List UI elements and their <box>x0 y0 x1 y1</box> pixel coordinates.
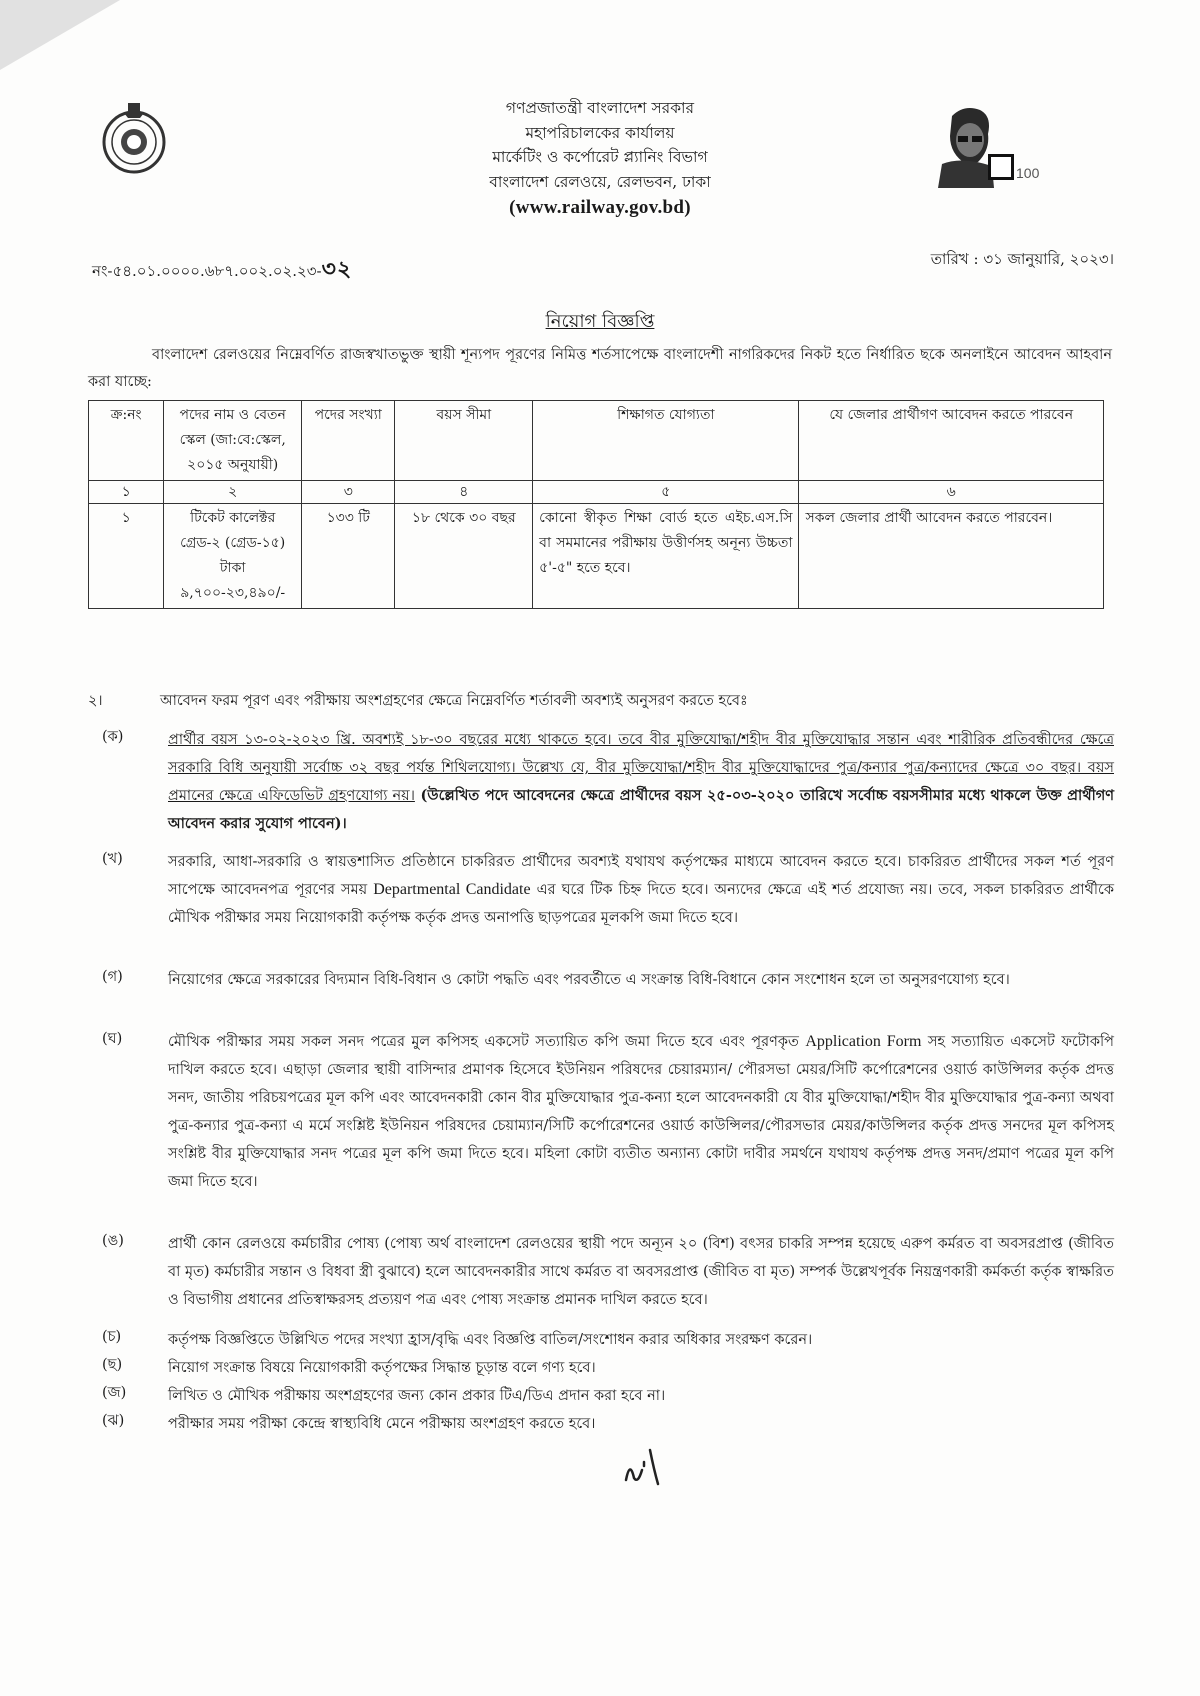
clause-tag: (ক) <box>102 729 124 745</box>
cell-post-name: টিকেট কালেক্টর গ্রেড-২ (গ্রেড-১৫) টাকা ৯,৭০০-২৩,৪৯০/- <box>164 504 302 609</box>
clause-tag: (ঙ) <box>102 1233 124 1249</box>
cell-districts: সকল জেলার প্রার্থী আবেদন করতে পারবেন। <box>799 504 1104 609</box>
clause-text: প্রার্থী কোন রেলওয়ে কর্মচারীর পোষ্য (পোষ্য অর্থ বাংলাদেশ রেলওয়ের স্থায়ী পদে অন্যূন ২০ (বিশ) বৎসর চাকরি সম্পন্ন হয়েছে এরুপ কর্মরত বা অবসরপ্রাপ্ত (জীবিত বা মৃত) কর্মচারীর সন্তান ও বিধবা স্ত্রী বুঝাবে) হলে আবেদনকারীর সাথে কর্মরত বা অবসরপ্রাপ্ত (জীবিত বা মৃত) সম্পর্ক উল্লেখপূর্বক নিয়ন্ত্রণকারী কর্মকর্তা কর্তৃক স্বাক্ষরিত ও বিভাগীয় প্রধানের প্রতিস্বাক্ষরসহ প্রত্যয়ণ পত্র এবং পোষ্য সংক্রান্ত প্রমানক দাখিল করতে হবে। <box>168 1236 1114 1308</box>
clause-tag: (গ) <box>102 969 123 985</box>
vacancy-table <box>88 400 1104 609</box>
clause-text: নিয়োগ সংক্রান্ত বিষয়ে নিয়োগকারী কর্তৃপক্ষের সিদ্ধান্ত চূড়ান্ত বলে গণ্য হবে। <box>168 1360 596 1376</box>
col-number: ২ <box>164 481 302 504</box>
clause-ka-bold: (উল্লেখিত পদে আবেদনের ক্ষেত্রে প্রার্থীদের বয়স ২৫-০৩-২০২০ তারিখে সর্বোচ্চ বয়সসীমার মধ্যে থাকলে উক্ত প্রার্থীগণ আবেদন করার সুযোগ পাবেন)। <box>168 787 1115 832</box>
clause-text: পরীক্ষার সময় পরীক্ষা কেন্দ্রে স্বাস্থ্যবিধি মেনে পরীক্ষায় অংশগ্রহণ করতে হবে। <box>168 1416 596 1432</box>
col-number: ৩ <box>302 481 395 504</box>
clause-tag: (ছ) <box>102 1357 123 1373</box>
clause-kha-text-a: সরকারি, আধা-সরকারি ও স্বায়ত্তশাসিত প্রতিষ্ঠানে চাকরিরত প্রার্থীদের অবশ্যই যথাযথ কর্তৃপক্ষের মাধ্যমে আবেদন করতে হবে। চাকরিরত প্রার্থীদের সকল শর্ত পূরণ সাপেক্ষে আবেদনপত্র পূরণের সময় <box>168 854 1114 898</box>
col-number: ১ <box>89 481 164 504</box>
th-districts: যে জেলার প্রার্থীগণ আবেদন করতে পারবেন <box>799 401 1104 481</box>
col-number: ৪ <box>395 481 533 504</box>
header-line-office: মহাপরিচালকের কার্যালয় <box>525 123 675 142</box>
notice-title: নিয়োগ বিজ্ঞপ্তি <box>545 311 655 332</box>
clause-text <box>168 726 1114 838</box>
mujib-borsho-logo-icon <box>932 104 1048 192</box>
memo-number-handwritten: ৩২ <box>321 256 353 282</box>
clause-kha-text-b: এর ঘরে টিক চিহ্ন দিতে হবে। অন্যদের ক্ষেত্রে এই শর্ত প্রযোজ্য নয়। তবে, সকল চাকরিরত প্রার্থীকে মৌখিক পরীক্ষার সময় নিয়োগকারী কর্তৃপক্ষ কর্তৃক প্রদত্ত অনাপত্তি ছাড়পত্রের মূলকপি জমা দিতে হবে। <box>168 882 1114 926</box>
clause-text: নিয়োগের ক্ষেত্রে সরকারের বিদ্যমান বিধি-বিধান ও কোটা পদ্ধতি এবং পরবর্তীতে এ সংক্রান্ত বিধি-বিধানে কোন সংশোধন হলে তা অনুসরণযোগ্য হবে। <box>168 972 1010 988</box>
memo-date: তারিখ : ৩১ জানুয়ারি, ২০২৩। <box>930 250 1114 268</box>
cell-qualification: কোনো স্বীকৃত শিক্ষা বোর্ড হতে এইচ.এস.সি বা সমমানের পরীক্ষায় উত্তীর্ণসহ অনূন্য উচ্চতা ৫'-৫" হতে হবে। <box>533 504 799 609</box>
section-2-number: ২। <box>88 693 103 709</box>
clause-gha-text-a: মৌখিক পরীক্ষার সময় সকল সনদ পত্রের মুল কপিসহ একসেট সত্যায়িত কপি জমা দিতে হবে এবং পূরণকৃত <box>168 1034 806 1050</box>
clause-tag: (জ) <box>102 1385 127 1401</box>
folded-corner <box>0 0 120 70</box>
section-2-text: আবেদন ফরম পূরণ এবং পরীক্ষায় অংশগ্রহণের ক্ষেত্রে নিম্নেবর্ণিত শর্তাবলী অবশ্যই অনুসরণ করতে হবেঃ <box>160 693 748 709</box>
clause-kha-latin: Departmental Candidate <box>373 881 531 898</box>
cell-age-limit: ১৮ থেকে ৩০ বছর <box>395 504 533 609</box>
office-header <box>300 96 900 222</box>
table-row <box>89 504 1104 609</box>
clause-gha-latin: Application Form <box>805 1033 922 1050</box>
table-column-number-row <box>89 481 1104 504</box>
header-website: (www.railway.gov.bd) <box>509 197 691 218</box>
cell-serial: ১ <box>89 504 164 609</box>
clause-text <box>168 848 1114 932</box>
th-age-limit: বয়স সীমা <box>395 401 533 481</box>
clause-text: লিখিত ও মৌখিক পরীক্ষায় অংশগ্রহণের জন্য কোন প্রকার টিএ/ডিএ প্রদান করা হবে না। <box>168 1388 666 1404</box>
clause-tag: (ঝ) <box>102 1413 125 1429</box>
clause-text: কর্তৃপক্ষ বিজ্ঞপ্তিতে উল্লিখিত পদের সংখ্যা হ্রাস/বৃদ্ধি এবং বিজ্ঞপ্তি বাতিল/সংশোধন করার অধিকার সংরক্ষণ করেন। <box>168 1332 813 1348</box>
table-header-row <box>89 401 1104 481</box>
memo-number <box>92 252 352 289</box>
railway-emblem-icon <box>98 100 170 180</box>
signature-icon <box>620 1440 680 1490</box>
clause-tag: (খ) <box>102 851 123 867</box>
clause-tag: (চ) <box>102 1329 122 1345</box>
clause-text <box>168 1028 1114 1196</box>
th-qualification: শিক্ষাগত যোগ্যতা <box>533 401 799 481</box>
th-post-count: পদের সংখ্যা <box>302 401 395 481</box>
header-line-address: বাংলাদেশ রেলওয়ে, রেলভবন, ঢাকা <box>489 172 711 191</box>
col-number: ৫ <box>533 481 799 504</box>
clause-ka-underlined: প্রার্থীর বয়স ১৩-০২-২০২৩ খ্রি. অবশ্যই ১৮-৩০ বছরের মধ্যে থাকতে হবে। তবে বীর মুক্তিযোদ্ধা/শহীদ বীর মুক্তিযোদ্ধার সন্তান এবং শারীরিক প্রতিবন্ধীদের ক্ষেত্রে সরকারি বিধি অনুযায়ী সর্বোচ্চ ৩২ বছর পর্যন্ত শিথিলযোগ্য। উল্লেখ্য যে, বীর মুক্তিযোদ্ধা/শহীদ বীর মুক্তিযোদ্ধাদের পুত্র/কন্যার পুত্র/কন্যাদের ক্ষেত্রে ৩০ বছর। বয়স প্রমানের ক্ষেত্রে এফিডেভিট গ্রহণযোগ্য নয়। <box>168 732 1114 804</box>
th-post-name: পদের নাম ও বেতন স্কেল (জা:বে:স্কেল, ২০১৫ অনুযায়ী) <box>164 401 302 481</box>
th-serial: ক্র:নং <box>89 401 164 481</box>
header-line-department: মার্কেটিং ও কর্পোরেট প্ল্যানিং বিভাগ <box>492 148 708 166</box>
cell-post-count: ১৩৩ টি <box>302 504 395 609</box>
clause-tag: (ঘ) <box>102 1031 123 1047</box>
intro-paragraph: বাংলাদেশ রেলওয়ের নিম্নেবর্ণিত রাজস্বখাতভুক্ত স্থায়ী শূন্যপদ পূরণের নিমিত্ত শর্তসাপেক্ষে বাংলাদেশী নাগরিকদের নিকট হতে নির্ধারিত ছকে অনলাইনে আবেদন আহবান করা যাচ্ছে: <box>88 347 1112 390</box>
clause-gha-text-b: সহ সত্যায়িত একসেট ফটোকপি দাখিল করতে হবে। এছাড়া জেলার স্থায়ী বাসিন্দার প্রমাণক হিসেবে ইউনিয়ন পরিষদের চেয়ারম্যান/ পৌরসভা মেয়র/সিটি কর্পোরেশনের ওয়ার্ড কাউন্সিলর কর্তৃক প্রদত্ত সনদ, জাতীয় পরিচয়পত্রের মূল কপি এবং আবেদনকারী কোন বীর মুক্তিযোদ্ধার পুত্র-কন্যা হলে আবেদনকারী যে বীর মুক্তিযোদ্ধা/শহীদ বীর মুক্তিযোদ্ধার পুত্র-কন্যা অথবা পুত্র-কন্যার পুত্র-কন্যা এ মর্মে সংশ্লিষ্ট ইউনিয়ন পরিষদের চেয়াম্যান/সিটি কর্পোরেশনের ওয়ার্ড কাউন্সিলর/পৌরসভার মেয়র/কাউন্সিলর কর্তৃক প্রদত্ত সনদের মূল কপিসহ সংশ্লিষ্ট বীর মুক্তিযোদ্ধার সনদ পত্রের মূল কপি জমা দিতে হবে। মহিলা কোটা ব্যতীত অন্যান্য কোটা দাবীর সমর্থনে যথাযথ কর্তৃপক্ষ প্রদত্ত সনদ/প্রমাণ পত্রের মূল কপি জমা দিতে হবে। <box>168 1034 1114 1190</box>
svg-text:100: 100 <box>1016 165 1040 181</box>
header-line-govt: গণপ্রজাতন্ত্রী বাংলাদেশ সরকার <box>505 99 695 117</box>
col-number: ৬ <box>799 481 1104 504</box>
memo-number-text: নং-৫৪.০১.০০০০.৬৮৭.০০২.০২.২৩- <box>92 262 322 280</box>
